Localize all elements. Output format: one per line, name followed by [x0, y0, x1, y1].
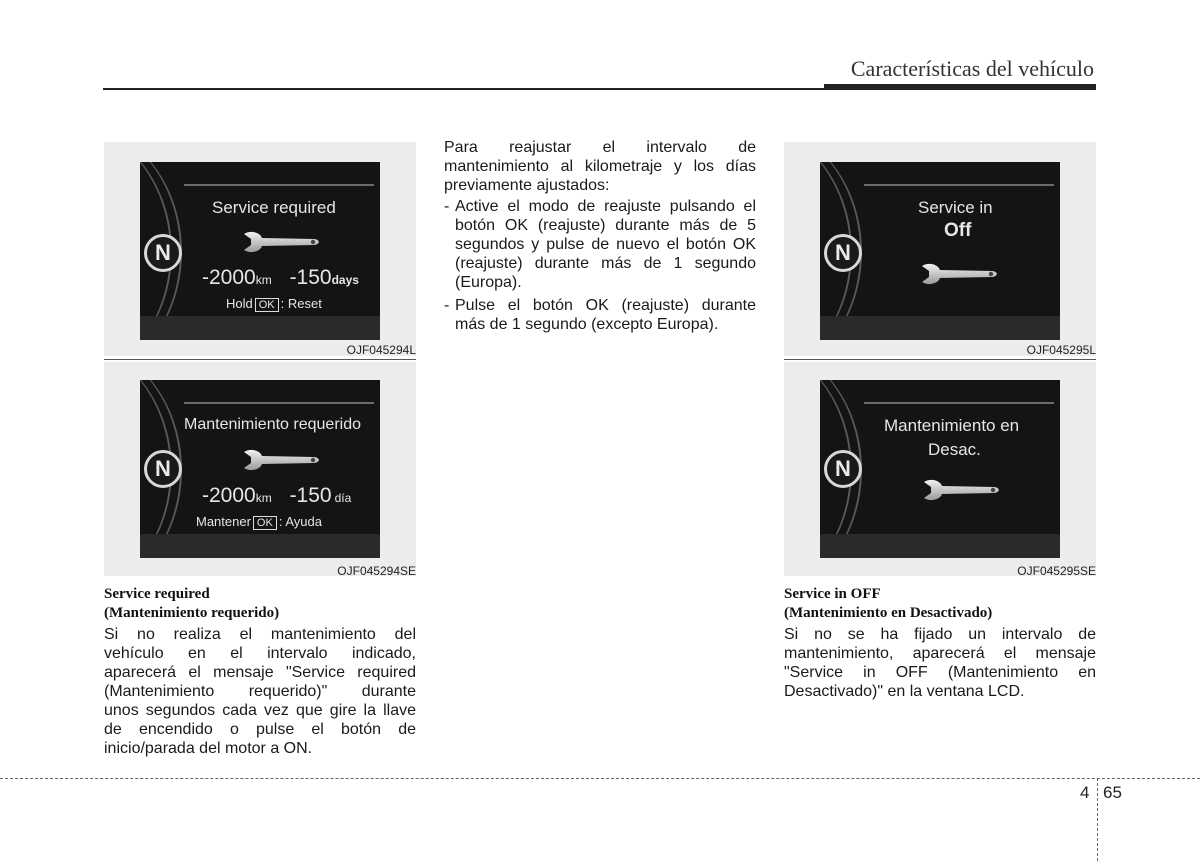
lcd-message: Mantenimiento en	[884, 416, 1020, 435]
text-line: más de 1 segundo (excepto Europa).	[455, 316, 719, 333]
middle-intro	[444, 138, 756, 195]
figure-caption: OJF045295SE	[1017, 564, 1096, 578]
lcd-divider	[864, 184, 1054, 186]
lcd-hint	[226, 296, 322, 312]
text-line: Pulse el botón OK (reajuste) durante	[455, 297, 756, 314]
hint-action: Mantener	[196, 514, 251, 529]
right-paragraph	[784, 625, 1096, 701]
text-line: botón OK (reajuste) durante más de 5	[455, 217, 756, 234]
bullet-item	[455, 296, 756, 334]
text-line: Para reajustar el intervalo de	[444, 139, 756, 156]
lcd-values	[202, 484, 351, 508]
lcd-divider	[184, 402, 374, 404]
figure-caption: OJF045294L	[346, 343, 416, 357]
text-line: segundos y pulse de nuevo el botón OK	[455, 236, 756, 253]
km-unit: km	[255, 273, 272, 287]
text-line: (reajuste) durante más de 1 segundo	[455, 255, 756, 272]
lcd-message: Service in	[918, 198, 993, 217]
days-value: -150	[289, 484, 332, 507]
header-rule-accent	[824, 84, 1096, 90]
km-value: -2000	[202, 484, 256, 507]
text-line: Si no realiza el mantenimiento del	[104, 626, 416, 643]
figure-service-required	[104, 142, 416, 356]
figure-rule	[104, 359, 416, 360]
hint-action: Hold	[226, 296, 253, 311]
header-title: Características del vehículo	[850, 56, 1094, 81]
lcd-hint	[196, 514, 322, 530]
text-line: Active el modo de reajuste pulsando el	[455, 198, 756, 215]
lcd-divider	[864, 402, 1054, 404]
bullet-dash: -	[444, 297, 450, 314]
neutral-gear-icon: N	[824, 234, 862, 272]
km-value: -2000	[202, 266, 256, 289]
lcd-screen	[820, 380, 1060, 558]
text-line: mantenimiento al kilometraje y los días	[444, 158, 756, 175]
text-line: unos segundos cada vez que gire la llave	[104, 702, 416, 719]
text-line: "Service in OFF (Mantenimiento en	[784, 664, 1096, 681]
figure-service-in-off	[784, 142, 1096, 356]
neutral-gear-icon: N	[144, 450, 182, 488]
wrench-icon	[240, 448, 320, 472]
section-number: 4	[1080, 783, 1090, 802]
lcd-values	[202, 266, 359, 290]
lcd-status: Desac.	[928, 440, 981, 459]
bullet-dash: -	[444, 198, 450, 215]
text-line: previamente ajustados:	[444, 177, 610, 194]
section-heading: Service in OFF	[784, 586, 881, 602]
text-line: (Europa).	[455, 274, 522, 291]
neutral-gear-icon: N	[824, 450, 862, 488]
lcd-bottom-band	[820, 534, 1060, 558]
text-line: vehículo en el intervalo indicado,	[104, 645, 416, 662]
text-line: Si no se ha fijado un intervalo de	[784, 626, 1096, 643]
text-line: aparecerá el mensaje "Service required	[104, 664, 416, 681]
days-unit: days	[331, 273, 359, 287]
lcd-status: Off	[944, 220, 972, 241]
days-value: -150	[289, 266, 332, 289]
figure-mantenimiento-requerido	[104, 362, 416, 576]
lcd-message: Service required	[212, 198, 336, 217]
footer-divider	[1097, 778, 1098, 861]
days-unit: día	[334, 491, 352, 505]
hint-result: : Ayuda	[278, 514, 322, 529]
lcd-divider	[184, 184, 374, 186]
ok-button-icon: OK	[253, 516, 277, 530]
neutral-gear-icon: N	[144, 234, 182, 272]
figure-caption: OJF045295L	[1026, 343, 1096, 357]
lcd-screen	[140, 162, 380, 340]
section-subheading: (Mantenimiento en Desactivado)	[784, 605, 993, 621]
lcd-screen	[140, 380, 380, 558]
wrench-icon	[240, 230, 320, 254]
bullet-item	[455, 197, 756, 292]
left-paragraph	[104, 625, 416, 758]
wrench-icon	[918, 262, 998, 286]
text-line: inicio/parada del motor a ON.	[104, 740, 313, 757]
lcd-bottom-band	[140, 316, 380, 340]
figure-rule	[784, 359, 1096, 360]
text-line: de encendido o pulse el botón de	[104, 721, 416, 738]
ok-button-icon: OK	[255, 298, 279, 312]
km-unit: km	[255, 491, 272, 505]
lcd-screen	[820, 162, 1060, 340]
section-heading: Service required	[104, 586, 210, 602]
footer-rule	[0, 778, 1200, 779]
figure-caption: OJF045294SE	[337, 564, 416, 578]
lcd-message: Mantenimiento requerido	[184, 416, 361, 433]
hint-result: : Reset	[280, 296, 322, 311]
text-line: mantenimiento, aparecerá el mensaje	[784, 645, 1096, 662]
page-number: 65	[1103, 783, 1122, 802]
wrench-icon	[920, 478, 1000, 502]
lcd-bottom-band	[140, 534, 380, 558]
text-line: (Mantenimiento requerido)" durante	[104, 683, 416, 700]
lcd-bottom-band	[820, 316, 1060, 340]
section-subheading: (Mantenimiento requerido)	[104, 605, 280, 621]
text-line: Desactivado)" en la ventana LCD.	[784, 683, 1025, 700]
figure-mantenimiento-desac	[784, 362, 1096, 576]
